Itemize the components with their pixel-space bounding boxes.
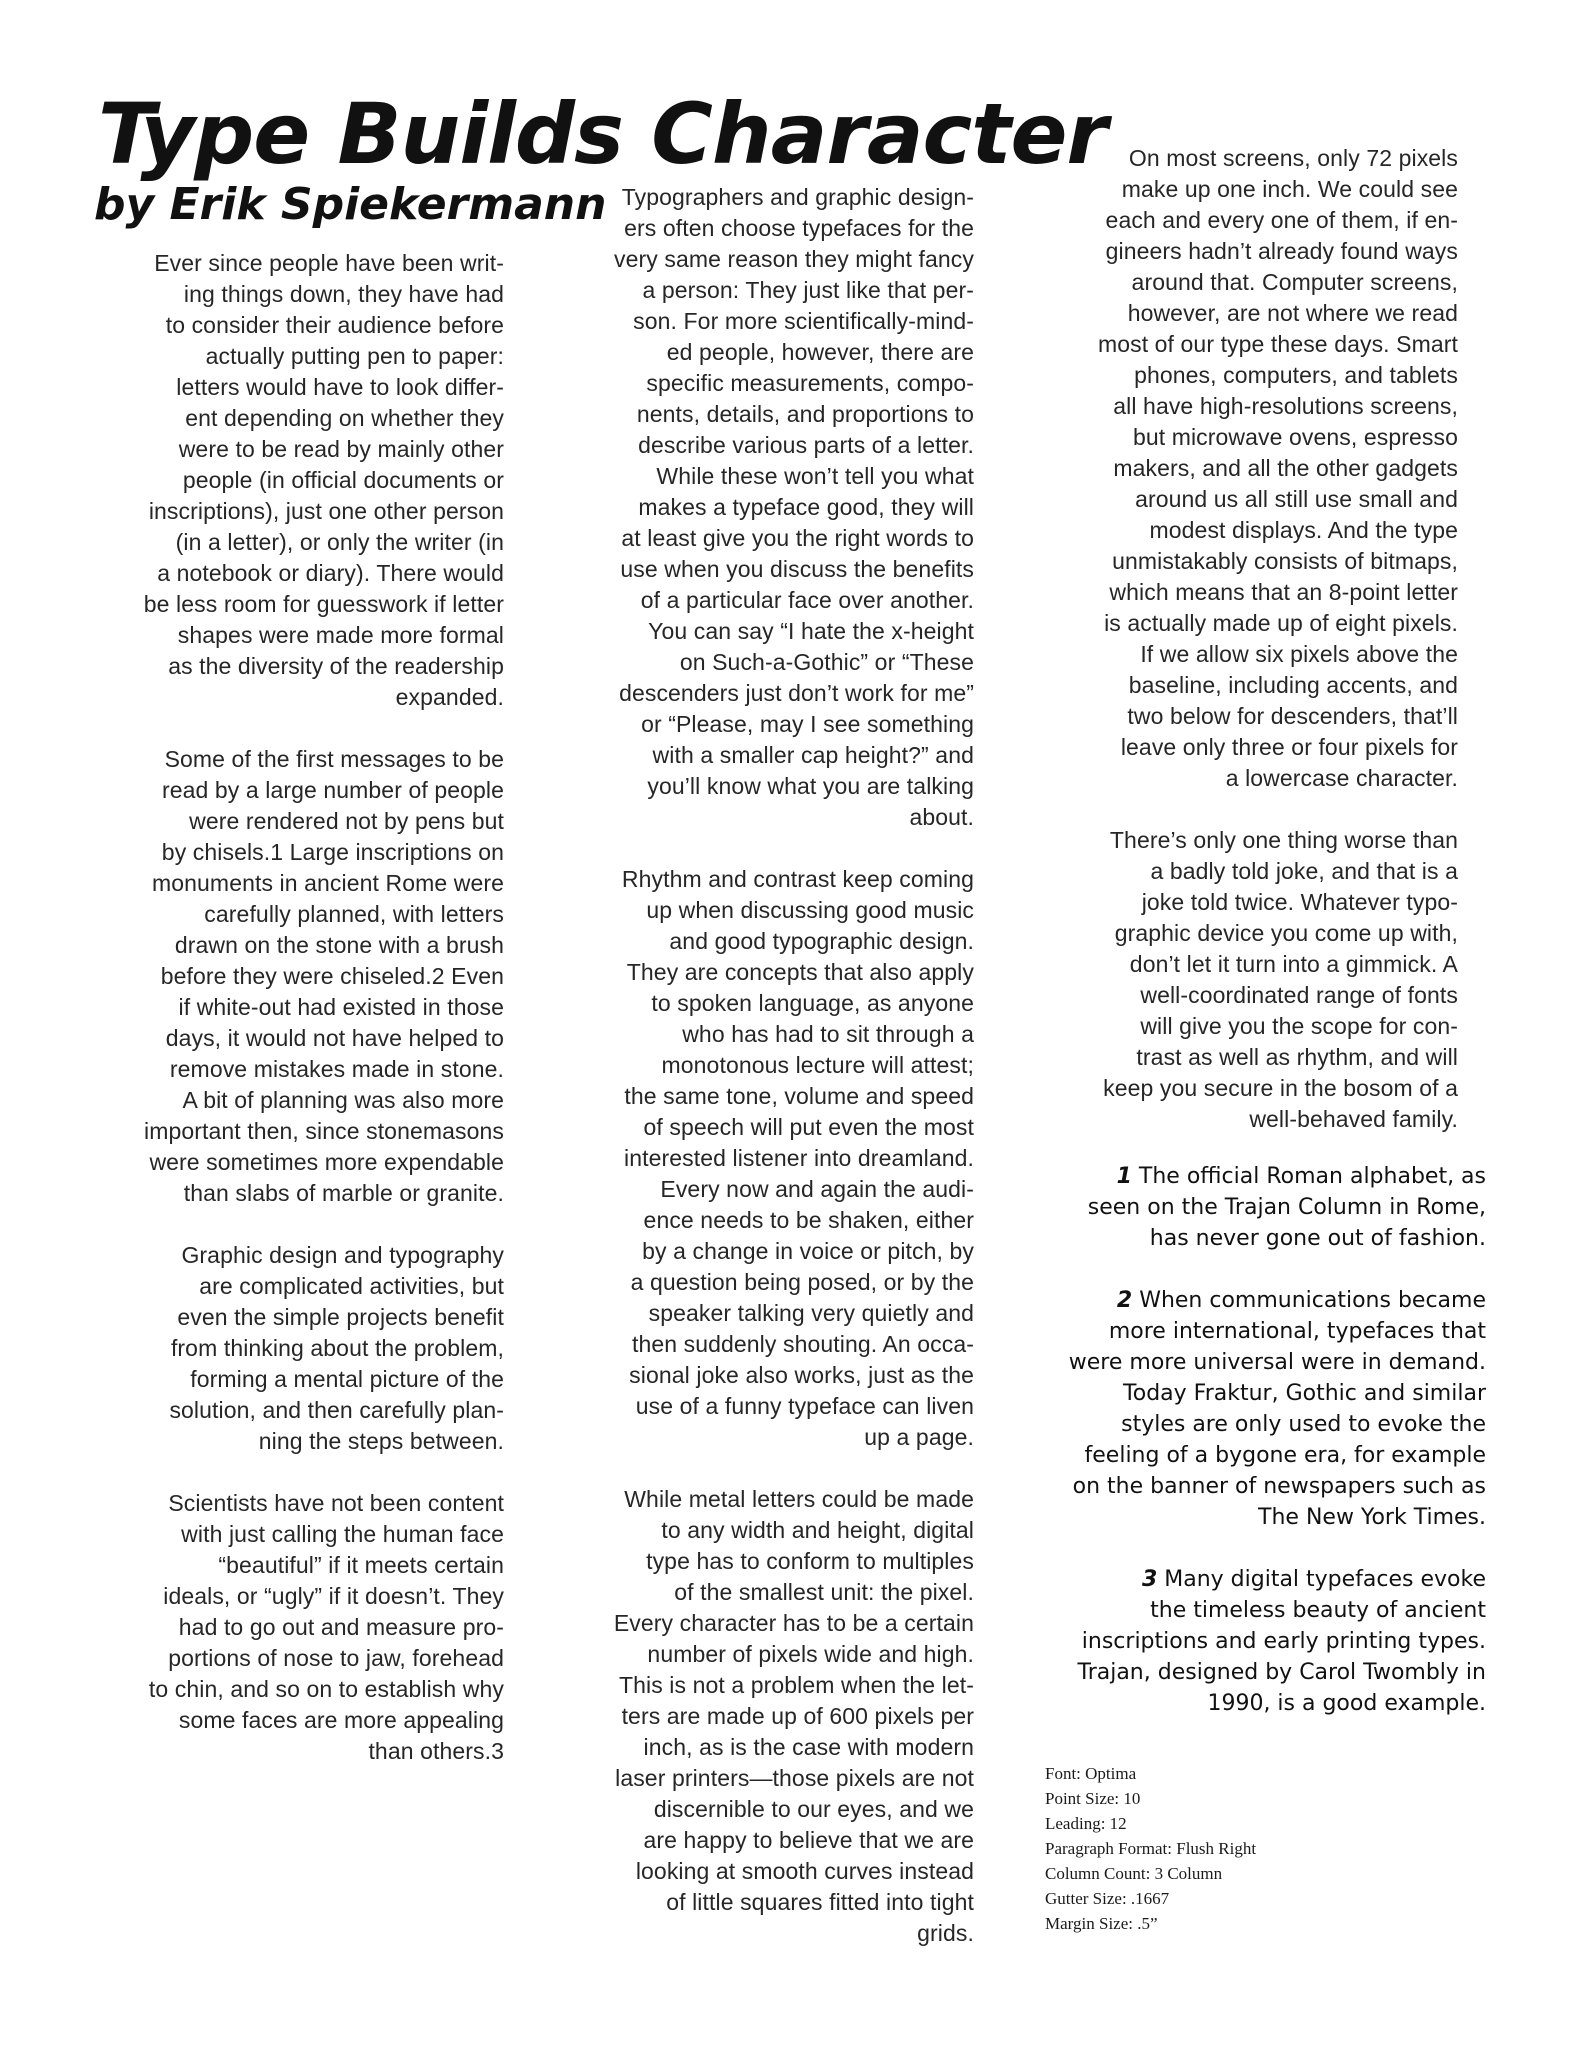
spec-paragraph-format: Paragraph Format: Flush Right	[1045, 1839, 1257, 1858]
typesetting-specs	[1045, 1761, 1365, 1936]
spec-point-size: Point Size: 10	[1045, 1789, 1141, 1808]
footnote-number: 3	[1141, 1567, 1158, 1592]
paragraph: While metal letters could be made to any width and height, digital type has to conform to multiples of the smallest unit: the pixel. Every character has to be a certain number of pixels wide and high. This is not a problem when the let- ters are made up of 600 pixels per inch, as is the case with modern laser printers—those pixels are not discernible to our eyes, and we are happy to believe that we are looking at smooth curves instead of little squares fitted into tight grids.	[613, 1486, 974, 1946]
spec-gutter-size: Gutter Size: .1667	[1045, 1889, 1170, 1908]
text-column-2	[578, 182, 974, 1980]
paragraph: There’s only one thing worse than a badly told joke, and that is a joke told twice. Whatever typo- graphic device you come up with, don’t let it turn into a gimmick. A well-coordinated range of fonts will give you the scope for con- trast as well as rhythm, and will keep you secure in the bosom of a well-behaved family.	[1103, 827, 1458, 1132]
footnote	[1040, 1161, 1486, 1254]
footnote-number: 1	[1116, 1164, 1132, 1189]
article-byline: by Erik Spiekermann	[94, 179, 607, 230]
spec-column-count: Column Count: 3 Column	[1045, 1864, 1223, 1883]
paragraph: Rhythm and contrast keep coming up when discussing good music and good typographic design. They are concepts that also apply to spoken language, as anyone who has had to sit through a monotonous lecture will attest; the same tone, volume and speed of speech will put even the most interested listener into dreamland. Every now and again the audi- ence needs to be shaken, either by a change in voice or pitch, by a question being posed, or by the speaker talking very quietly and then suddenly shouting. An occa- sional joke also works, just as the use of a funny typeface can liven up a page.	[621, 866, 974, 1450]
paragraph: On most screens, only 72 pixels make up one inch. We could see each and every one of them, if en- gineers hadn’t already found ways around that. Computer screens, however, are not where we read most of our type these days. Smart phones, computers, and tablets all have high-resolutions screens, but microwave ovens, espresso makers, and all the other gadgets around us all still use small and modest displays. And the type unmistakably consists of bitmaps, which means that an 8-point letter is actually made up of eight pixels. If we allow six pixels above the baseline, including accents, and two below for descenders, that’ll leave only three or four pixels for a lowercase character.	[1097, 145, 1458, 791]
paragraph: Scientists have not been content with just calling the human face “beautiful” if it meets certain ideals, or “ugly” if it doesn’t. They had to go out and measure pro- portions of nose to jaw, forehead to chin, and so on to establish why some faces are more appealing than others.3	[148, 1490, 504, 1764]
footnote-text: The official Roman alphabet, as seen on the Trajan Column in Rome, has never gone out of fashion.	[1087, 1164, 1486, 1251]
text-column-1	[100, 248, 504, 1798]
spec-leading: Leading: 12	[1045, 1814, 1127, 1833]
article-title: Type Builds Character	[98, 85, 1107, 183]
footnote-number: 2	[1116, 1288, 1133, 1313]
paragraph: Ever since people have been writ- ing things down, they have had to consider their audience before actually putting pen to paper: letters would have to look differ- ent depending on whether they were to be read by mainly other people (in official documents or inscriptions), just one other person (in a letter), or only the writer (in a notebook or diary). There would be less room for guesswork if letter shapes were made more formal as the diversity of the readership expanded.	[143, 250, 504, 710]
text-column-3	[1048, 143, 1458, 1166]
spec-margin-size: Margin Size: .5”	[1045, 1914, 1158, 1933]
paragraph: Typographers and graphic design- ers often choose typefaces for the very same reason they might fancy a person: They just like that per- son. For more scientifically-mind- ed people, however, there are specific measurements, compo- nents, details, and proportions to describe various parts of a letter. While these won’t tell you what makes a typeface good, they will at least give you the right words to use when you discuss the benefits of a particular face over another. You can say “I hate the x-height on Such-a-Gothic” or “These descenders just don’t work for me” or “Please, may I see something with a smaller cap height?” and you’ll know what you are talking about.	[614, 184, 974, 830]
paragraph: Graphic design and typography are complicated activities, but even the simple projects benefit from thinking about the problem, forming a mental picture of the solution, and then carefully plan- ning the steps between.	[169, 1242, 504, 1454]
footnotes	[1040, 1161, 1486, 1750]
footnote	[1040, 1564, 1486, 1719]
paragraph: Some of the first messages to be read by a large number of people were rendered not by pens but by chisels.1 Large inscriptions on monuments in ancient Rome were carefully planned, with letters drawn on the stone with a brush before they were chiseled.2 Even if white-out had existed in those days, it would not have helped to remove mistakes made in stone. A bit of planning was also more important then, since stonemasons were sometimes more expendable than slabs of marble or granite.	[144, 746, 504, 1206]
footnote	[1040, 1285, 1486, 1533]
footnote-text: When communications became more international, typefaces that were more universal were in demand. Today Fraktur, Gothic and similar styles are only used to evoke the feeling of a bygone era, for example on the banner of newspapers such as The New York Times.	[1068, 1288, 1486, 1530]
footnote-text: Many digital typefaces evoke the timeless beauty of ancient inscriptions and early printing types. Trajan, designed by Carol Twombly in 1990, is a good example.	[1077, 1567, 1486, 1716]
spec-font: Font: Optima	[1045, 1764, 1137, 1783]
